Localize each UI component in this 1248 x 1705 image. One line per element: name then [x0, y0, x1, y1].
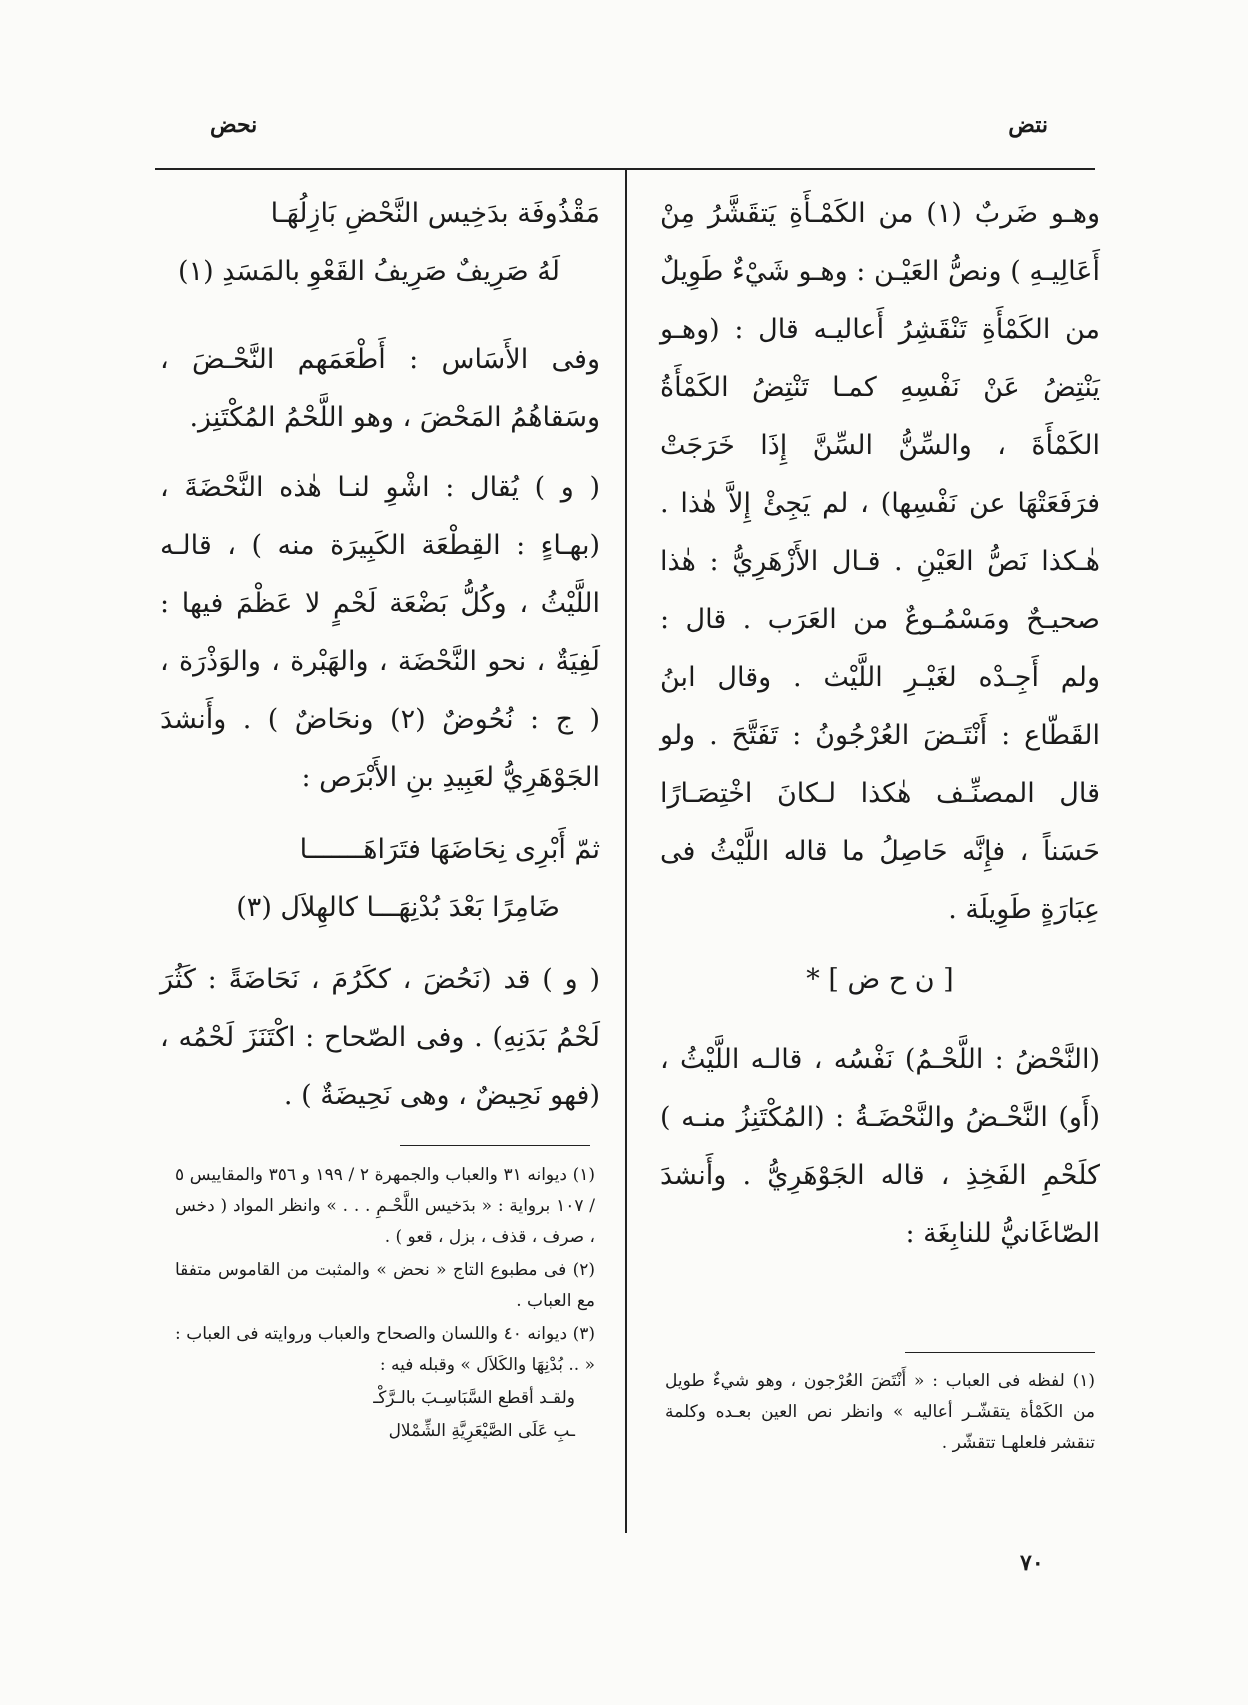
- right-paragraph-2: (النَّحْضُ : اللَّحْـمُ) نَفْسُه ، قالـه اللَّيْثُ ، (أَو) النَّحْـضُ والنَّحْضَـةُ : (المُكْتَنِزُ منـه ) كلَحْمِ الفَخِذِ ، قاله الجَوْهَرِيُّ . وأَنشدَ الصّاغَانيُّ للنابِغَة :: [660, 1044, 1100, 1249]
- verse-2-second-hemistich: ضَامِرًا بَعْدَ بُدْنِهَـــا كالهِلاَل (٣): [236, 892, 560, 923]
- footnotes-left: [175, 1160, 595, 1449]
- entry-heading: [ ن ح ض ] *: [806, 964, 954, 995]
- footnote-rule-left: [400, 1145, 590, 1146]
- footnote-rule-right: [905, 1352, 1095, 1353]
- footnote-left-1: (١) ديوانه ٣١ والعباب والجمهرة ٢ / ١٩٩ و ٣٥٦ والمقاييس ٥ / ١٠٧ برواية : « بدَخيس اللَّحْـمِ . . . » وانظر المواد ( دخس ، صرف ، قذف ، بزل ، قعو ) .: [175, 1165, 596, 1247]
- footnote-left-2: (٢) فى مطبوع التاج « نحض » والمثبت من القاموس متفقا مع العباب .: [175, 1260, 595, 1311]
- left-paragraph-2: ( و ) يُقال : اشْوِ لنـا هٰذه النَّحْضَةَ ، (بهـاءٍ : القِطْعَة الكَبِيرَة منه ) ، قالـه اللَّيْثُ ، وكُلُّ بَضْعَة لَحْمٍ لا عَظْمَ فيها : لَفِيَةٌ ، نحو النَّحْضَة ، والهَبْرة ، والوَذْرَة ، ( ج : نُحُوضٌ (٢) ونحَاضٌ ) . وأَنشدَ الجَوْهَرِيُّ لعَبِيدِ بنِ الأَبْرَص :: [160, 472, 600, 793]
- left-paragraph-3: ( و ) قد (نَحُضَ ، ككَرُمَ ، نَحَاضَةً : كَثُرَ لَحْمُ بَدَنِهِ) . وفى الصّحاح : اكْتَنَزَ لَحْمُه ، (فهو نَحِيضٌ ، وهى نَحِيضَةٌ ) .: [160, 964, 600, 1111]
- left-paragraph-1: وفى الأَسَاس : أَطْعَمَهم النَّحْـضَ ، وسَقاهُمُ المَحْضَ ، وهو اللَّحْمُ المُكْتَنِز.: [160, 344, 600, 433]
- right-paragraph-1: وهـو ضَربٌ (١) من الكَمْـأَةِ يَتقَشَّرُ مِنْ أَعَالِيـهِ ) ونصُّ العَيْـن : وهـو شَيْءٌ طَوِيلٌ من الكَمْأَةِ تَنْقَشِرُ أَعاليـه قال : (وهـو يَنْتِضُ عَنْ نَفْسِهِ كمـا تَنْتِضُ الكَمْأَةُ الكَمْأَةَ ، والسِّنُّ السِّنَّ إِذَا خَرَجَتْ فرَفَعَتْهَا عن نَفْسِها) ، لم يَجِئْ إِلاَّ هٰذا . هٰـكذا نَصُّ العَيْنِ . قـال الأَزْهَرِيُّ : هٰذا صحيـحٌ ومَسْمُـوعٌ من العَرَب . قال : ولم أَجِـدْه لغَيْـرِ اللَّيْث . وقال ابنُ القَطّاع : أَنْتَـضَ العُرْجُونُ : تَفَتَّحَ . ولو قال المصنِّـف هٰكذا لـكانَ اخْتِصَـارًا حَسَناً ، فإِنَّه حَاصِلُ ما قاله اللَّيْثُ فى عِبَارَةٍ طَوِيلَة .: [660, 198, 1101, 925]
- running-head-right: نتض: [1008, 112, 1048, 138]
- footnotes-right: [665, 1366, 1095, 1461]
- column-divider: [625, 168, 627, 1533]
- right-column: [660, 185, 1100, 1263]
- verse-1-first-hemistich: مَقْذُوفَة بدَخِيس النَّحْضِ بَازِلُهَـا: [270, 198, 600, 229]
- running-head-left: نحض: [210, 112, 258, 138]
- left-column: [160, 185, 600, 1125]
- footnote-right-1: (١) لفظه فى العباب : « أَنْتَضَ العُرْجون ، وهو شيءٌ طويل من الكَمْأة يتقشّـر أعاليه » وانظر نص العين بعـده وكلمة تنقشر فلعلهـا تتقشّر .: [665, 1371, 1095, 1453]
- footnote-left-verse-b: ـبِ عَلَى الصَّيْعَرِيَّةِ الشِّمْلال: [388, 1421, 575, 1441]
- page-number: ٧٠: [1020, 1550, 1044, 1576]
- verse-1-second-hemistich: لَهُ صَرِيفٌ صَرِيفُ القَعْوِ بالمَسَدِ (١): [178, 256, 560, 287]
- footnote-left-verse-a: ولقـد أقطع السَّبَاسِـبَ بالـرَّكْـ: [373, 1388, 575, 1408]
- footnote-left-3: (٣) ديوانه ٤٠ واللسان والصحاح والعباب وروايته فى العباب : « .. بُدْنِهَا والكَلاَل » وقبله فيه :: [175, 1324, 596, 1375]
- verse-2-first-hemistich: ثمّ أَبْرِى نِحَاضَهَا فتَرَاهَـــــــا: [299, 834, 600, 865]
